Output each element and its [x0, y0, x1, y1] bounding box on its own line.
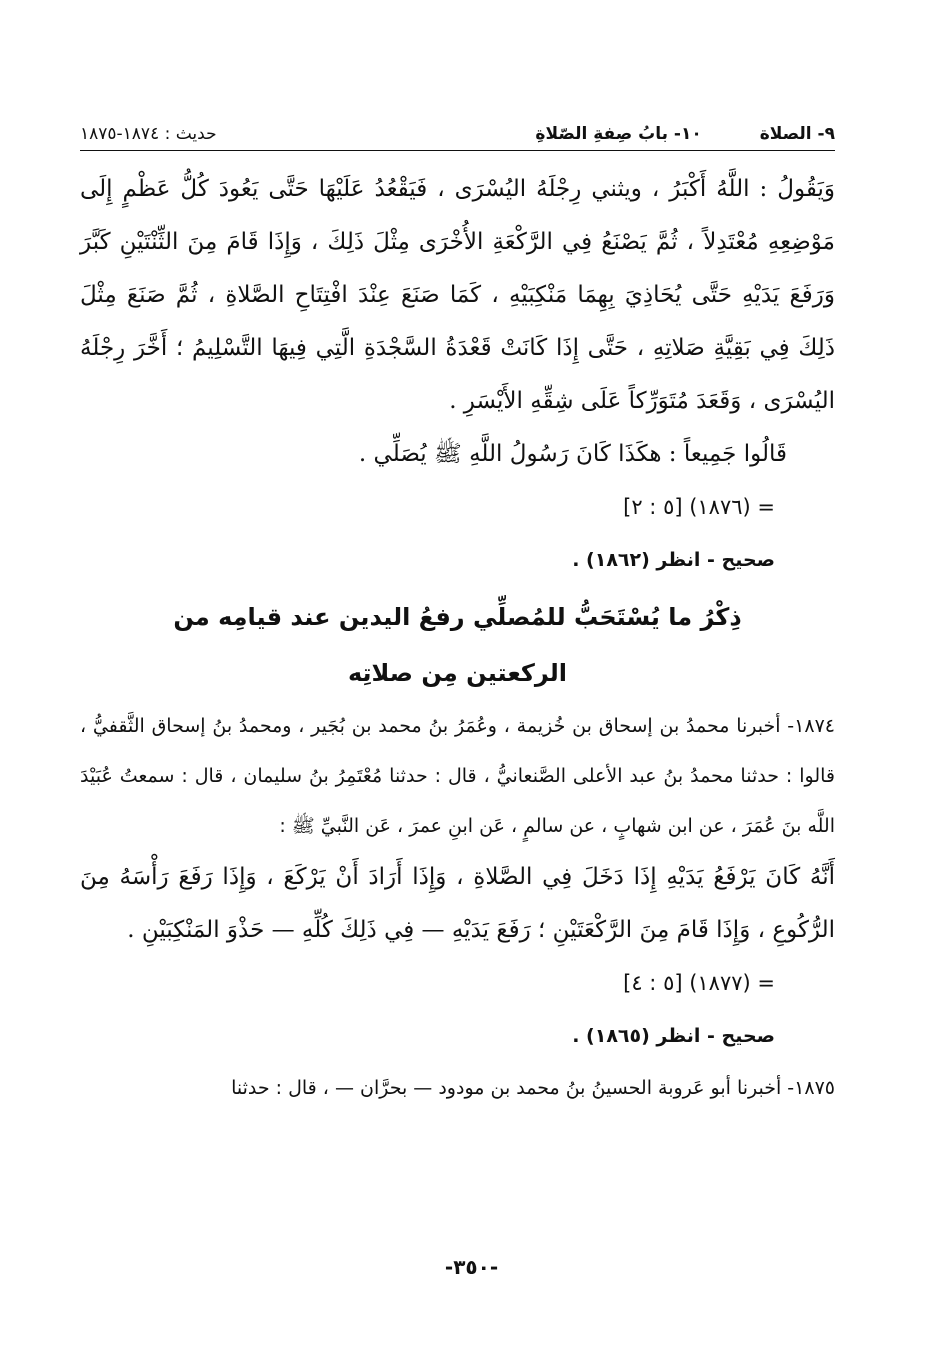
- chapter-heading-line-1: ذِكْرُ ما يُسْتَحَبُّ للمُصلِّي رفعُ اليدين عند قيامِه من: [173, 603, 742, 631]
- book-title: ٩- الصلاة: [759, 124, 835, 144]
- hadith-range: حديث : ١٨٧٤-١٨٧٥: [80, 124, 217, 144]
- chapter-heading: [80, 589, 835, 701]
- page-number: -٣٥٠-: [444, 1255, 499, 1279]
- cross-reference-1877: = (١٨٧٧) [٥ : ٤]: [623, 971, 775, 995]
- cross-reference-1876: = (١٨٧٦) [٥ : ٢]: [623, 495, 775, 519]
- matn-1874: أَنَّهُ كَانَ يَرْفَعُ يَدَيْهِ إِذَا دَخَلَ فِي الصَّلاةِ ، وَإِذَا أَرَادَ أَنْ يَرْكَعَ ، وَإِذَا رَفَعَ رَأْسَهُ مِنَ الرُّكُوعِ ، وَإِذَا قَامَ مِنَ الرَّكْعَتَيْنِ ؛ رَفَعَ يَدَيْهِ — فِي ذَلِكَ كُلِّهِ — حَذْوَ المَنْكِبَيْنِ .: [80, 864, 835, 943]
- running-header: [80, 110, 835, 151]
- isnad-1875: ١٨٧٥- أخبرنا أبو عَروبة الحسينُ بنُ محمد بن مودود — بحرَّان — ، قال : حدثنا: [231, 1077, 835, 1099]
- book-page: [80, 110, 835, 1113]
- chapter-heading-line-2: الركعتين مِن صلاتِه: [347, 659, 567, 687]
- conclusion-paragraph: قَالُوا جَمِيعاً : هكَذَا كَانَ رَسُولُ اللَّهِ ﷺ يُصَلِّي .: [358, 441, 787, 467]
- grading-note-1: صحيح - انظر (١٨٦٢) .: [572, 549, 775, 571]
- continuation-paragraph: وَيَقُولُ : اللَّهُ أَكْبَرُ ، ويثني رِجْلَهُ اليُسْرَى ، فَيَقْعُدُ عَلَيْهَا حَتَّى يَعُودَ كُلُّ عَظْمٍ إِلَى مَوْضِعِهِ مُعْتَدِلاً ، ثُمَّ يَصْنَعُ فِي الرَّكْعَةِ الأُخْرَى مِثْلَ ذَلِكَ ، وَإِذَا قَامَ مِنَ الثِّنْتَيْنِ كَبَّرَ وَرَفَعَ يَدَيْهِ حَتَّى يُحَاذِيَ بِهِمَا مَنْكِبَيْهِ ، كَمَا صَنَعَ عِنْدَ افْتِتَاحِ الصَّلاةِ ، ثُمَّ صَنَعَ مِثْلَ ذَلِكَ فِي بَقِيَّةِ صَلاتِهِ ، حَتَّى إِذَا كَانَتْ قَعْدَةُ السَّجْدَةِ الَّتِي فِيهَا التَّسْلِيمُ ؛ أَخَّرَ رِجْلَهُ اليُسْرَى ، وَقَعَدَ مُتَوَرِّكاً عَلَى شِقِّهِ الأَيْسَرِ .: [80, 176, 835, 414]
- isnad-1874: ١٨٧٤- أخبرنا محمدُ بن إسحاق بن خُزيمة ، وعُمَرُ بنُ محمد بن بُجَير ، ومحمدُ بنُ إسحاق الثَّقفيُّ ، قالوا : حدثنا محمدُ بنُ عبد الأعلى الصَّنعانيُّ ، قال : حدثنا مُعْتَمِرُ بنُ سليمان ، قال : سمعتُ عُبَيْدَ اللَّه بنَ عُمَرَ ، عن ابن شهابٍ ، عن سالمٍ ، عَن ابنِ عمرَ ، عَن النَّبيِّ ﷺ :: [80, 715, 835, 837]
- grading-note-2: صحيح - انظر (١٨٦٥) .: [572, 1025, 775, 1047]
- header-titles: [535, 124, 835, 144]
- chapter-title-header: ١٠- بابُ صِفةِ الصّلاةِ: [535, 124, 702, 144]
